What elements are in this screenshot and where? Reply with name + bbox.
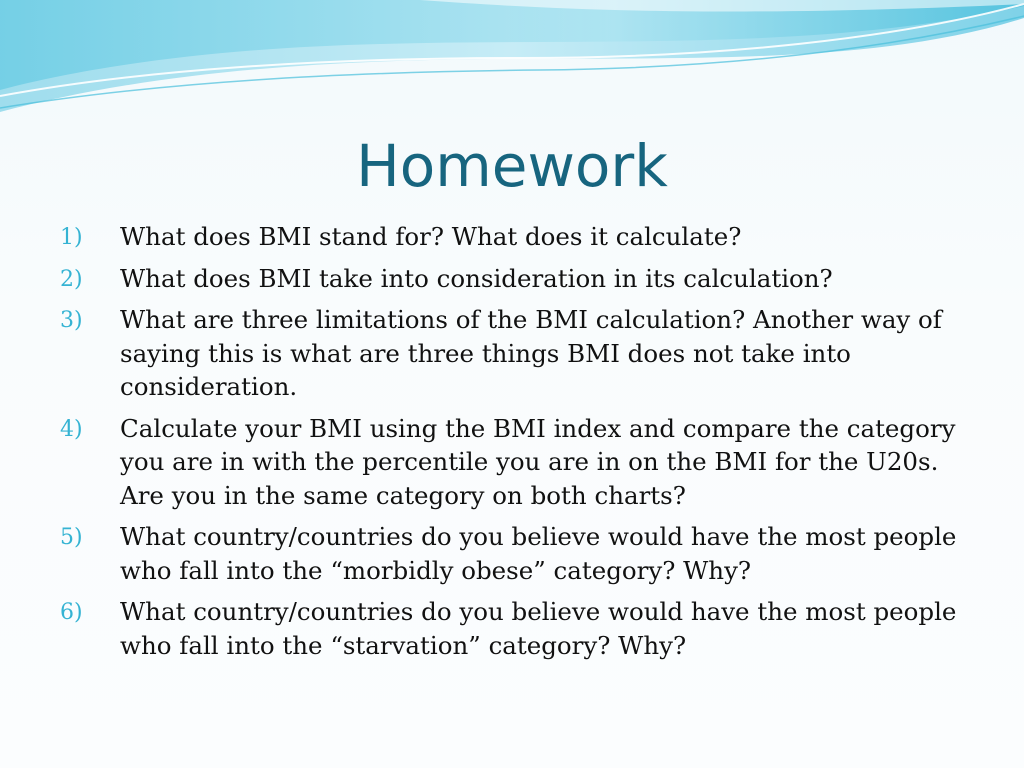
list-item-text: What are three limitations of the BMI calculation? Another way of saying this is what are three things BMI does not take into consideration. <box>120 305 942 401</box>
list-item-number: 1) <box>60 225 83 250</box>
list-item-text: What country/countries do you believe would have the most people who fall into the “morbidly obese” category? Why? <box>120 522 957 585</box>
list-item <box>60 303 960 404</box>
list-item-number: 2) <box>60 266 83 292</box>
list-item-text: Calculate your BMI using the BMI index and compare the category you are in with the percentile you are in on the BMI for the U20s. Are you in the same category on both charts? <box>120 413 956 510</box>
list-item-text: What does BMI take into consideration in its calculation? <box>120 263 833 293</box>
list-item <box>60 520 960 587</box>
list-item <box>60 412 960 513</box>
list-item-number: 6) <box>60 600 83 625</box>
list-item-number: 3) <box>60 308 83 333</box>
list-item-text: What country/countries do you believe would have the most people who fall into the “starvation” category? Why? <box>120 597 957 660</box>
list-item <box>60 220 960 254</box>
list-item-number: 4) <box>60 416 83 442</box>
list-item <box>60 595 960 662</box>
list-item-number: 5) <box>60 525 83 550</box>
list-item-text: What does BMI stand for? What does it calculate? <box>120 222 742 251</box>
homework-question-list <box>60 220 960 670</box>
decorative-wave-header <box>0 0 1024 130</box>
slide-title: Homework <box>356 132 668 200</box>
list-item <box>60 262 960 296</box>
